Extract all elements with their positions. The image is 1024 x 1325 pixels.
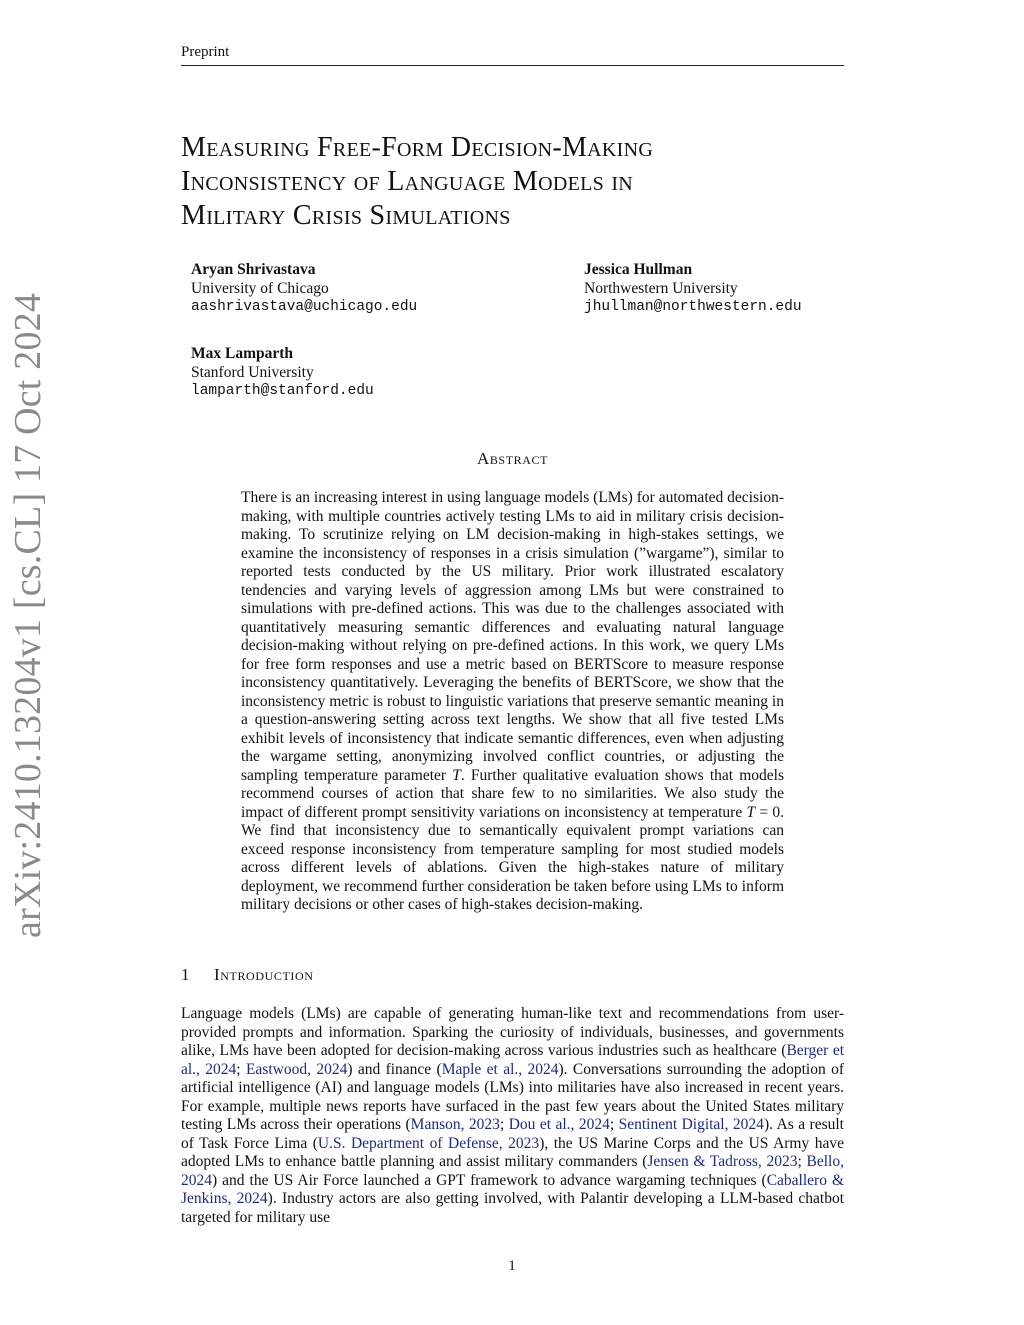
body-text: ; (609, 1116, 619, 1133)
title-line: Military Crisis Simulations (181, 200, 511, 231)
author-affiliation: Stanford University (191, 364, 314, 381)
introduction-body (181, 1005, 844, 1227)
author-block (584, 260, 802, 317)
abstract-body (241, 489, 784, 915)
citation-link[interactable]: Eastwood, 2024 (245, 1060, 348, 1078)
author-block (191, 344, 374, 401)
paper-title (181, 131, 844, 233)
citation-link[interactable]: Manson, 2023 (410, 1116, 500, 1133)
section-title: Introduction (214, 965, 314, 984)
author-email: aashrivastava@uchicago.edu (191, 299, 418, 315)
author-block (191, 260, 417, 317)
temperature-variable: T (746, 803, 756, 821)
citation-link[interactable]: Jensen & Tadross, 2023 (647, 1153, 798, 1170)
author-affiliation: Northwestern University (584, 280, 738, 297)
author-name: Jessica Hullman (584, 261, 693, 278)
body-text: ). Conversations surrounding the adoption of artificial intelligence (AI) and language models (LMs) into militaries have also increased in recent years. For example, multiple news reports have surfaced in the past few years about the United States military testing LMs across their operations ( (181, 1060, 844, 1133)
author-email: lamparth@stanford.edu (191, 383, 374, 399)
body-text: Language models (LMs) are capable of generating human-like text and recommendations from user-provided prompts and information. Sparking the curiosity of individuals, businesses, and governments alike, LMs have been adopted for decision-making across various industries such as healthcare ( (181, 1005, 844, 1059)
body-text: ). As a result of Task Force Lima ( (181, 1116, 844, 1152)
body-text: ) and finance ( (347, 1060, 442, 1078)
section-number: 1 (181, 965, 191, 984)
page-number: 1 (508, 1258, 516, 1274)
arxiv-identifier-stamp: arXiv:2410.13204v1 [cs.CL] 17 Oct 2024 (7, 292, 49, 938)
title-line: Measuring Free-Form Decision-Making (181, 132, 654, 163)
author-name: Aryan Shrivastava (191, 261, 316, 278)
abstract-text: There is an increasing interest in using language models (LMs) for automated decision-making, with multiple countries actively testing LMs to aid in military crisis decision-making. To scrutinize relying on LM decision-making in high-stakes settings, we examine the inconsistency of responses in a crisis simulation (”wargame”), similar to reported tests conducted by the US military. Prior work illustrated escalatory tendencies and varying levels of aggression among LMs but were constrained to simulations with pre-defined actions. This was due to the challenges associated with quantitatively measuring semantic differences and evaluating natural language decision-making without relying on pre-defined actions. In this work, we query LMs for free form responses and use a metric based on BERTScore to measure response inconsistency quantitatively. Leveraging the benefits of BERTScore, we show that the inconsistency metric is robust to linguistic variations that preserve semantic meaning in a question-answering setting across text lengths. We show that all five tested LMs exhibit levels of inconsistency that indicate semantic differences, even when adjusting the wargame setting, anonymizing involved conflict countries, or adjusting the sampling temperature parameter (241, 489, 784, 784)
equation-value: = 0 (755, 803, 781, 821)
author-email: jhullman@northwestern.edu (584, 299, 802, 315)
author-affiliation: University of Chicago (191, 280, 329, 297)
temperature-variable: T (452, 766, 461, 784)
citation-link[interactable]: Maple et al., 2024 (441, 1060, 559, 1078)
abstract-heading: Abstract (476, 449, 549, 468)
header-rule (181, 65, 844, 66)
body-text: ; (236, 1060, 246, 1078)
body-text: ), the US Marine Corps and the US Army have adopted LMs to enhance battle planning and assist military commanders ( (181, 1134, 845, 1170)
citation-link[interactable]: Caballero & Jenkins, 2024 (181, 1171, 844, 1207)
abstract-text: . We find that inconsistency due to semantically equivalent prompt variations can exceed response inconsistency from temperature sampling for most studied models across different levels of ablations. Given the high-stakes nature of military deployment, we recommend further consideration be taken before using LMs to inform military decisions or other cases of high-stakes decision-making. (241, 803, 784, 913)
abstract-text: . Further qualitative evaluation shows that models recommend courses of action that share few to no similarities. We also study the impact of different prompt sensitivity variations on inconsistency at temperature (241, 766, 784, 821)
body-text: ) and the US Air Force launched a GPT framework to advance wargaming techniques ( (212, 1171, 767, 1189)
citation-link[interactable]: U.S. Department of Defense, 2023 (317, 1134, 540, 1152)
citation-link[interactable]: Bello, 2024 (181, 1153, 844, 1189)
author-name: Max Lamparth (191, 345, 294, 362)
body-text: ; (499, 1116, 509, 1133)
running-header: Preprint (181, 44, 230, 60)
body-text: ). Industry actors are also getting involved, with Palantir developing a LLM-based chatbot targeted for military use (181, 1190, 845, 1226)
citation-link[interactable]: Dou et al., 2024 (508, 1116, 610, 1133)
section-heading (181, 965, 314, 985)
citation-link[interactable]: Berger et al., 2024 (181, 1042, 845, 1078)
body-text: ; (797, 1153, 807, 1170)
title-line: Inconsistency of Language Models in (181, 166, 634, 197)
citation-link[interactable]: Sentinent Digital, 2024 (618, 1116, 764, 1133)
